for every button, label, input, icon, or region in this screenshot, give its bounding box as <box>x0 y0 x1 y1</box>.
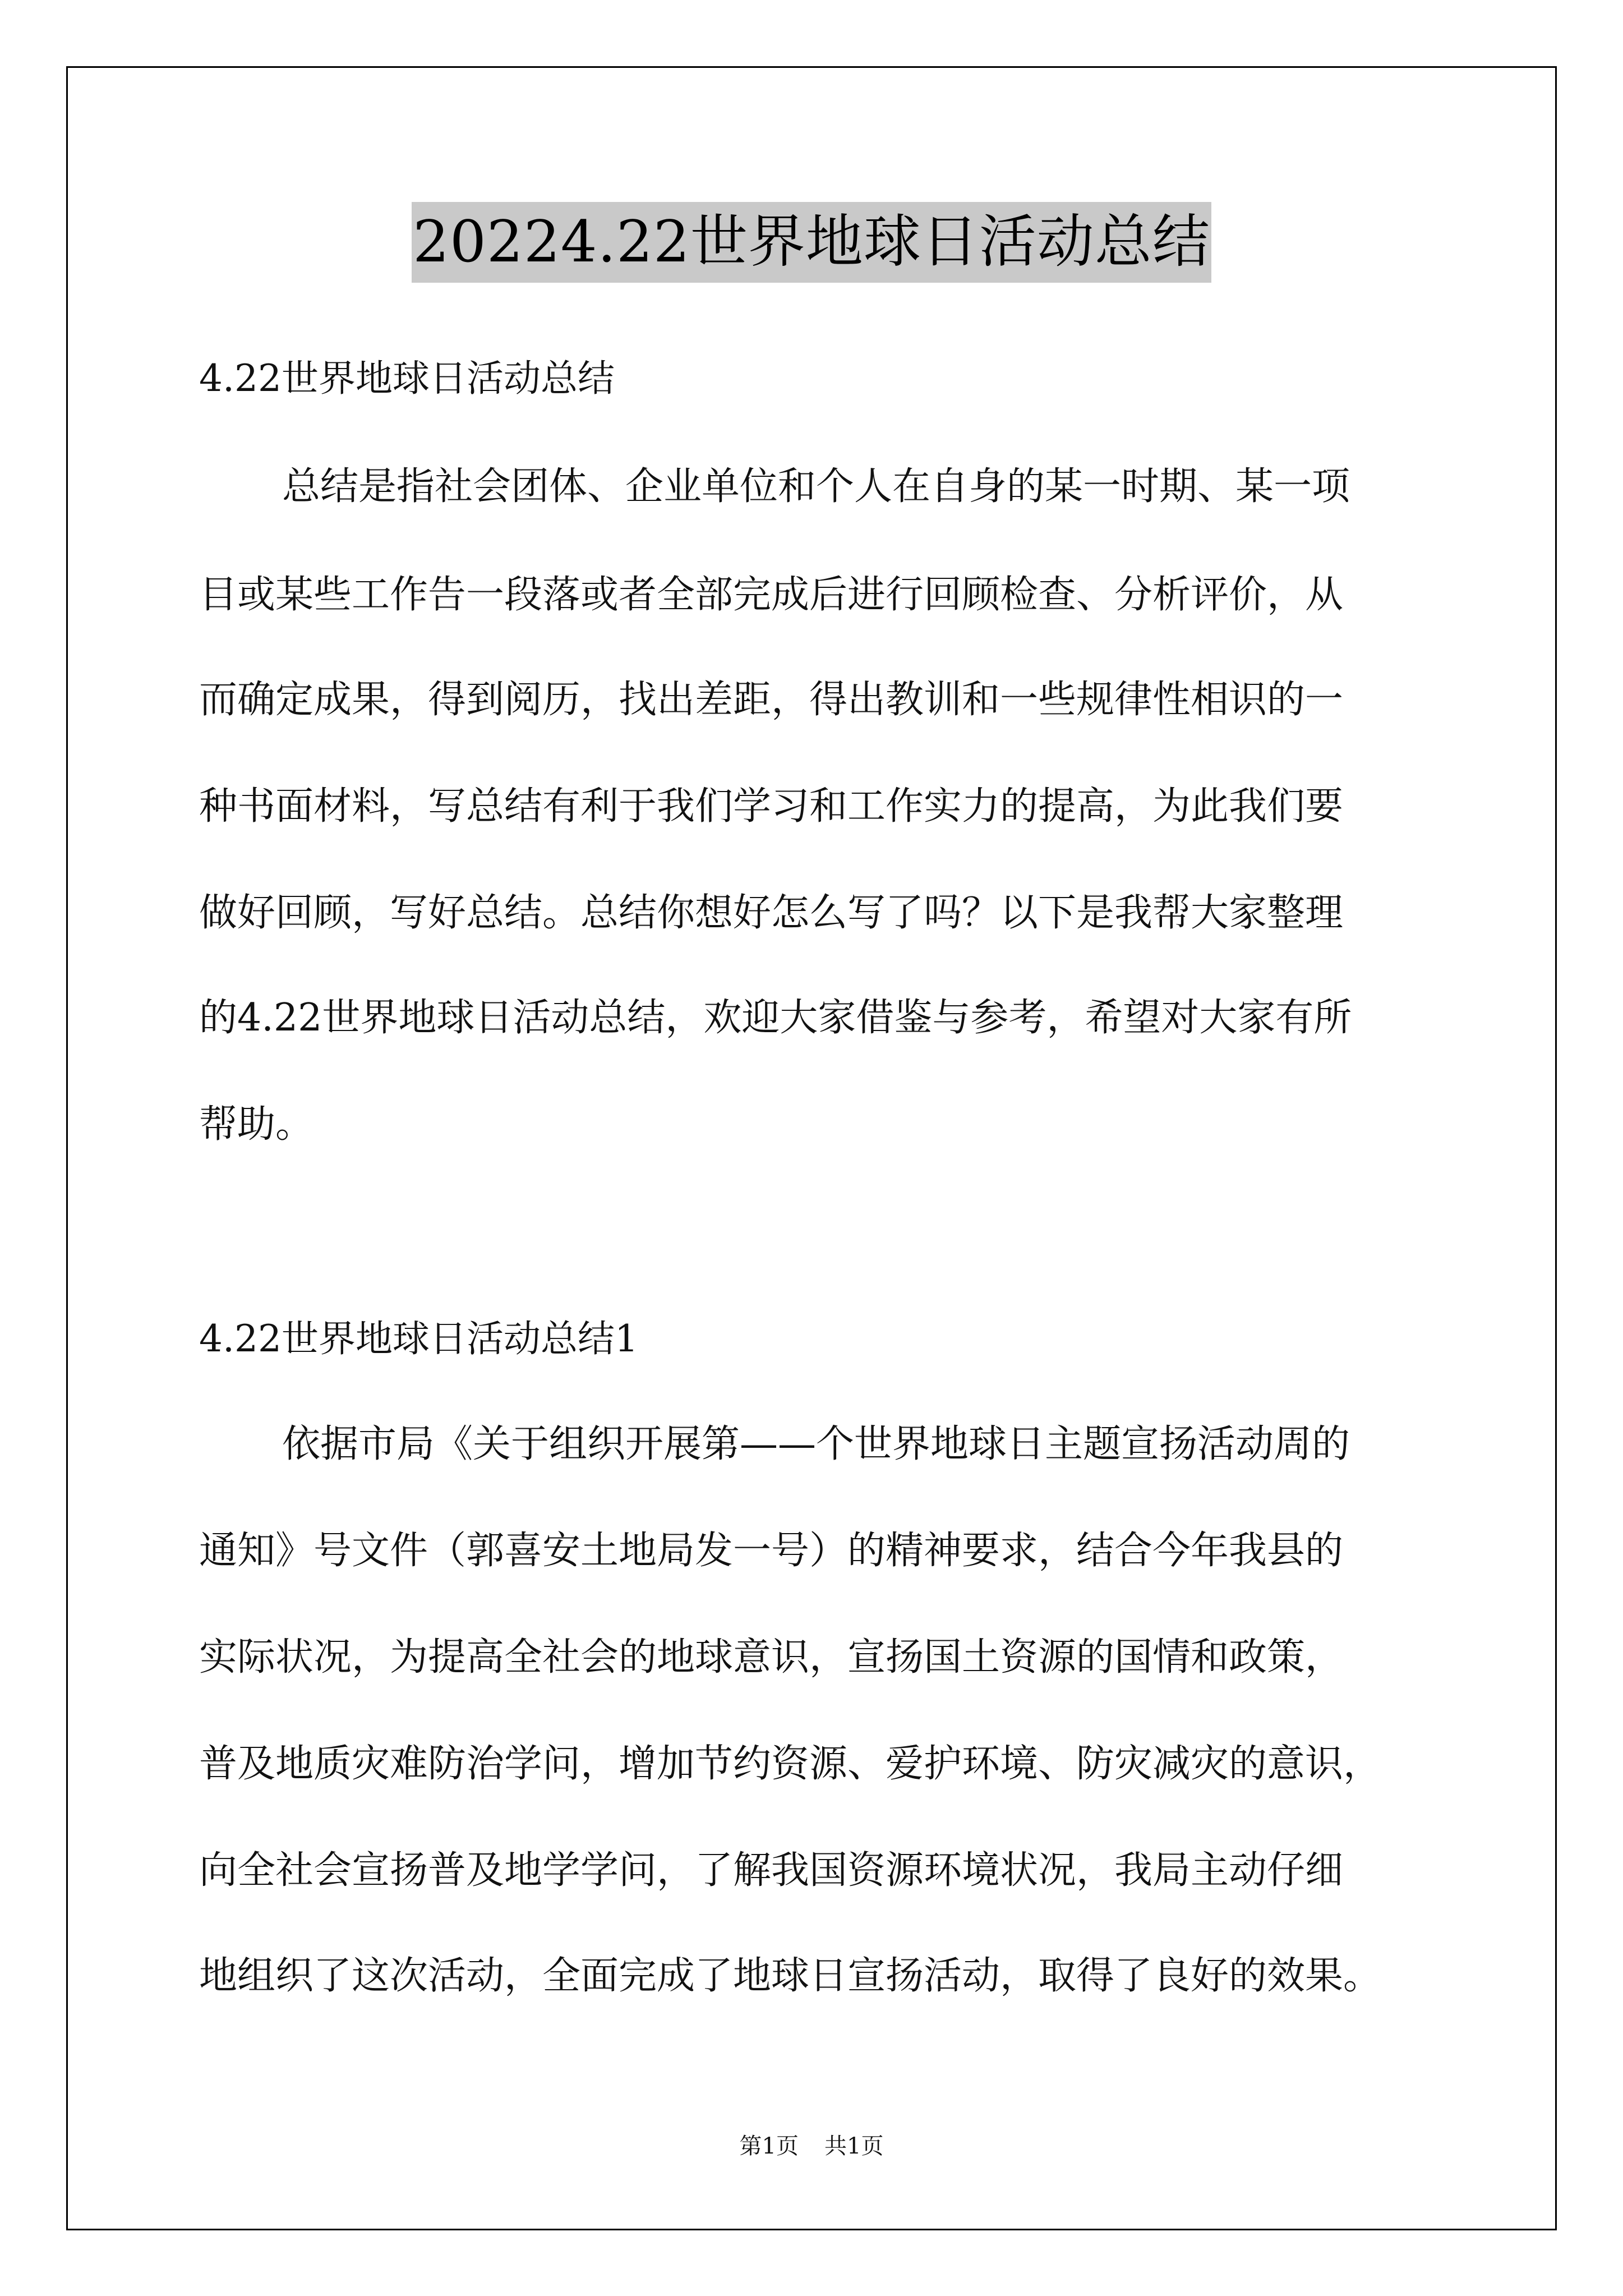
paragraph-line: 种书面材料，写总结有利于我们学习和工作实力的提高，为此我们要 <box>199 784 1344 829</box>
paragraph-line: 实际状况，为提高全社会的地球意识，宣扬国土资源的国情和政策， <box>199 1635 1344 1680</box>
paragraph-line: 依据市局《关于组织开展第——个世界地球日主题宣扬活动周的 <box>282 1422 1350 1466</box>
page-number-total: 共1页 <box>824 2133 884 2159</box>
page-number-current: 第1页 <box>739 2133 799 2159</box>
paragraph-line: 总结是指社会团体、企业单位和个人在自身的某一时期、某一项 <box>282 464 1350 509</box>
paragraph-line: 普及地质灾难防治学问，增加节约资源、爱护环境、防灾减灾的意识， <box>199 1742 1382 1786</box>
paragraph-line: 目或某些工作告一段落或者全部完成后进行回顾检查、分析评价，从 <box>199 573 1344 617</box>
title-container <box>0 202 1623 283</box>
section-heading: 4.22世界地球日活动总结 <box>199 357 615 400</box>
paragraph-line: 通知》号文件（郭喜安土地局发一号）的精神要求，结合今年我县的 <box>199 1529 1344 1573</box>
paragraph-line: 帮助。 <box>199 1102 314 1147</box>
section-heading: 4.22世界地球日活动总结1 <box>199 1317 638 1360</box>
page-footer <box>0 2132 1623 2161</box>
document-title: 20224.22世界地球日活动总结 <box>412 202 1211 283</box>
paragraph-line: 做好回顾，写好总结。总结你想好怎么写了吗？以下是我帮大家整理 <box>199 891 1344 935</box>
paragraph-line: 向全社会宣扬普及地学学问，了解我国资源环境状况，我局主动仔细 <box>199 1848 1344 1893</box>
paragraph-line: 的4.22世界地球日活动总结，欢迎大家借鉴与参考，希望对大家有所 <box>199 996 1352 1040</box>
paragraph-line: 地组织了这次活动，全面完成了地球日宣扬活动，取得了良好的效果。 <box>199 1954 1382 1998</box>
paragraph-line: 而确定成果，得到阅历，找出差距，得出教训和一些规律性相识的一 <box>199 678 1344 722</box>
